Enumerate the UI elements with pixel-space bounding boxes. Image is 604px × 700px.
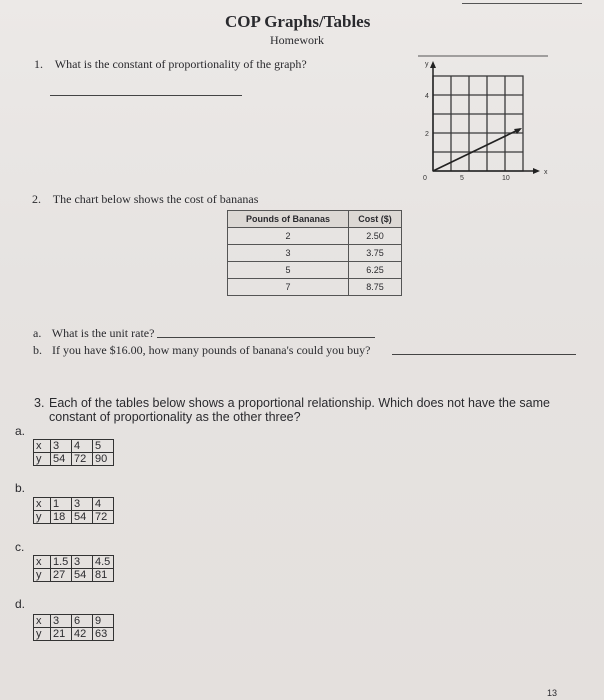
y-value: 42 [72,628,93,641]
table-row [34,628,114,641]
question-3-number: 3. [34,396,45,410]
x-value: 1 [51,498,72,511]
question-2a-answer-line[interactable] [157,337,375,338]
table-row [34,498,114,511]
pounds-cell: 2 [228,228,349,245]
pounds-cell: 5 [228,262,349,279]
y-value: 72 [93,511,114,524]
y-value: 72 [72,453,93,466]
option-b-table [33,497,114,524]
x-header: x [34,440,51,453]
x-value: 3 [51,615,72,628]
x-value: 4 [93,498,114,511]
pounds-cell: 3 [228,245,349,262]
question-3 [34,396,594,424]
table-row [228,245,402,262]
table-header-row [228,211,402,228]
y-tick-label: 2 [425,131,429,138]
x-value: 3 [51,440,72,453]
question-3-line-2: constant of proportionality as the other three? [49,410,301,424]
page-number: 13 [547,688,558,698]
question-3-text: Each of the tables below shows a proportional relationship. Which does not have the same [49,396,550,410]
page-title: COP Graphs/Tables [225,12,371,31]
x-header: x [34,615,51,628]
option-c-label: c. [15,540,25,554]
page-subtitle: Homework [270,33,324,47]
y-value: 18 [51,511,72,524]
table-row [228,279,402,296]
table-row [228,262,402,279]
y-header: y [34,511,51,524]
question-2b-letter: b. [33,343,42,357]
y-value: 54 [51,453,72,466]
question-1-text: What is the constant of proportionality of the graph? [54,57,307,71]
question-2b-answer-line[interactable] [392,354,576,355]
x-value: 6 [72,615,93,628]
question-1-number: 1. [34,57,43,71]
x-axis-label: x [544,169,548,176]
cost-header: Cost ($) [349,211,402,228]
option-d-label: d. [15,597,26,611]
y-header: y [34,453,51,466]
option-a-table [33,439,114,466]
x-tick-label: 5 [460,175,464,182]
pounds-header: Pounds of Bananas [228,211,349,228]
y-tick-label: 4 [425,93,429,100]
question-2-text: The chart below shows the cost of bananas [52,192,259,206]
cost-cell: 2.50 [349,228,402,245]
question-1 [34,57,307,72]
x-header: x [34,556,51,569]
x-tick-label: 10 [502,175,510,182]
question-2a-text: What is the unit rate? [51,326,155,340]
table-row [34,453,114,466]
question-2a-letter: a. [33,326,42,340]
cost-cell: 6.25 [349,262,402,279]
y-value: 21 [51,628,72,641]
option-a-label: a. [15,424,26,438]
y-value: 27 [51,569,72,582]
option-d-table [33,614,114,641]
option-c-table [33,555,114,582]
x-axis-arrow [533,168,540,174]
question-2b-text: If you have $16.00, how many pounds of banana's could you buy? [52,343,371,357]
top-rule [462,3,582,4]
option-b-label: b. [15,481,26,495]
graph-grid [433,76,523,171]
table-row [34,615,114,628]
question-2b [33,343,370,358]
x-value: 9 [93,615,114,628]
y-axis-arrow [430,61,436,68]
x-value: 4 [72,440,93,453]
proportional-line [433,129,520,171]
question-2a [33,326,154,341]
question-2 [32,192,258,207]
table-row [228,228,402,245]
y-value: 63 [93,628,114,641]
y-value: 54 [72,569,93,582]
y-header: y [34,569,51,582]
cost-cell: 8.75 [349,279,402,296]
y-header: y [34,628,51,641]
y-axis-label: y [425,61,429,68]
y-value: 54 [72,511,93,524]
x-value: 3 [72,556,93,569]
table-row [34,440,114,453]
x-value: 3 [72,498,93,511]
bananas-cost-table [227,210,402,296]
x-value: 5 [93,440,114,453]
cost-cell: 3.75 [349,245,402,262]
question-1-answer-line[interactable] [50,95,242,96]
x-tick-label: 0 [423,175,427,182]
table-row [34,556,114,569]
question-3-line-1 [34,396,594,410]
table-row [34,569,114,582]
y-value: 90 [93,453,114,466]
x-header: x [34,498,51,511]
y-value: 81 [93,569,114,582]
x-value: 1.5 [51,556,72,569]
question-2-number: 2. [32,192,41,206]
proportion-graph [410,52,560,187]
table-row [34,511,114,524]
pounds-cell: 7 [228,279,349,296]
x-value: 4.5 [93,556,114,569]
